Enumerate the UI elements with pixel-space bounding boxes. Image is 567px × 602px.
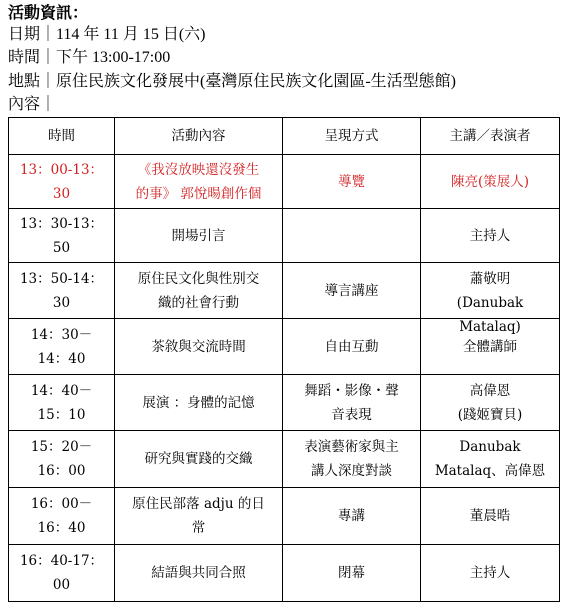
cell-line: 結語與共同合照 (151, 565, 246, 581)
cell-line: 主持人 (469, 565, 511, 581)
cell-line: 14：40 (37, 350, 86, 367)
cell-speaker (421, 488, 560, 545)
cell-line: 舞蹈・影像・聲 (304, 382, 399, 399)
cell-line: 16：40-17： (19, 553, 104, 569)
cell-line: 全體講師 (463, 338, 517, 355)
cell-activity (115, 263, 283, 319)
cell-line: 茶敘與交流時間 (151, 338, 246, 355)
cell-line: 16：40 (37, 520, 86, 536)
cell-time (9, 319, 115, 375)
cell-line: 董晨晧 (469, 508, 511, 524)
event-content-label: 內容｜ (8, 96, 57, 113)
event-time: 時間｜下午 13:00-17:00 (8, 49, 171, 66)
cell-activity (115, 319, 283, 375)
cell-line: 16：00 (37, 463, 86, 479)
cell-line: 13：30-13： (19, 215, 104, 232)
cell-time (9, 209, 115, 263)
table-row (9, 375, 560, 431)
cell-line: 陳亮(策展人) (450, 173, 530, 190)
cell-line: 展演 ：身體的記憶 (142, 394, 255, 411)
cell-line: 15：20－ (30, 439, 93, 455)
cell-activity (115, 431, 283, 488)
cell-line: 50 (52, 239, 71, 256)
cell-line: 表演藝術家與主 (304, 439, 399, 455)
cell-line: Matalaq) (459, 318, 521, 335)
cell-line: 16：00－ (30, 496, 93, 512)
cell-line: 導言講座 (324, 282, 379, 299)
cell-time (9, 431, 115, 488)
cell-line: 開場引言 (171, 227, 226, 244)
cell-format (283, 209, 421, 263)
cell-speaker (421, 209, 560, 263)
cell-activity (115, 488, 283, 545)
cell-speaker (421, 263, 560, 335)
event-date: 日期｜114 年 11 月 15 日(六) (8, 26, 206, 43)
cell-line: 14：30－ (30, 326, 93, 343)
cell-speaker (421, 375, 560, 431)
cell-line: Matalaq、高偉恩 (434, 463, 546, 479)
cell-line: 講人深度對談 (311, 463, 392, 479)
cell-line: 13：00-13： (19, 161, 104, 178)
event-venue: 地點｜原住民族文化發展中(臺灣原住民族文化園區-生活型態館) (8, 73, 456, 90)
table-header-row (9, 118, 560, 155)
cell-line: 高偉恩 (469, 382, 511, 399)
cell-format (283, 155, 421, 209)
cell-format (283, 488, 421, 545)
cell-line: 專講 (338, 508, 365, 524)
table-row (9, 545, 560, 602)
cell-line: 自由互動 (324, 338, 379, 355)
cell-speaker (421, 545, 560, 602)
table-row (9, 431, 560, 488)
cell-time (9, 545, 115, 602)
cell-line: 研究與實踐的交織 (144, 451, 253, 467)
cell-line: 主持人 (469, 227, 511, 244)
cell-activity (115, 375, 283, 431)
table-row (9, 155, 560, 209)
cell-format (283, 319, 421, 375)
cell-time (9, 155, 115, 209)
cell-speaker (421, 431, 560, 488)
cell-line: 音表現 (331, 406, 372, 423)
cell-line: 原住民文化與性別交 (137, 270, 260, 287)
column-header: 主講／表演者 (421, 118, 560, 155)
cell-time (9, 263, 115, 319)
table-row (9, 263, 560, 319)
table-row (9, 488, 560, 545)
cell-line: Danubak (459, 439, 521, 455)
cell-activity (115, 209, 283, 263)
cell-time (9, 488, 115, 545)
cell-line: (Danubak (456, 294, 524, 311)
cell-line: 13：50-14： (19, 270, 104, 287)
cell-format (283, 545, 421, 602)
table-row (9, 209, 560, 263)
column-header: 活動內容 (115, 118, 283, 155)
cell-format (283, 263, 421, 319)
cell-activity (115, 545, 283, 602)
cell-line: 30 (52, 294, 71, 311)
cell-line: 常 (191, 520, 206, 536)
cell-line: (踐姬寶貝) (457, 406, 523, 423)
cell-line: 15：10 (37, 406, 86, 423)
cell-line: 蕭敬明 (469, 270, 511, 287)
column-header: 呈現方式 (283, 118, 421, 155)
cell-line: 閉幕 (338, 565, 365, 581)
cell-line: 原住民部落 adju 的日 (132, 496, 265, 512)
cell-line: 30 (52, 185, 71, 202)
cell-line: 14：40－ (30, 382, 93, 399)
cell-format (283, 375, 421, 431)
cell-line: 00 (52, 577, 71, 593)
cell-speaker (421, 155, 560, 209)
schedule-table (8, 117, 560, 602)
column-header: 時間 (9, 118, 115, 155)
cell-activity (115, 155, 283, 209)
cell-line: 《我沒放映還沒發生 (137, 161, 260, 178)
cell-line: 的事》 郭悅暘創作個 (135, 185, 262, 202)
cell-time (9, 375, 115, 431)
cell-format (283, 431, 421, 488)
cell-line: 織的社會行動 (158, 294, 239, 311)
section-title: 活動資訊： (8, 5, 89, 22)
cell-line: 導覽 (338, 173, 365, 190)
